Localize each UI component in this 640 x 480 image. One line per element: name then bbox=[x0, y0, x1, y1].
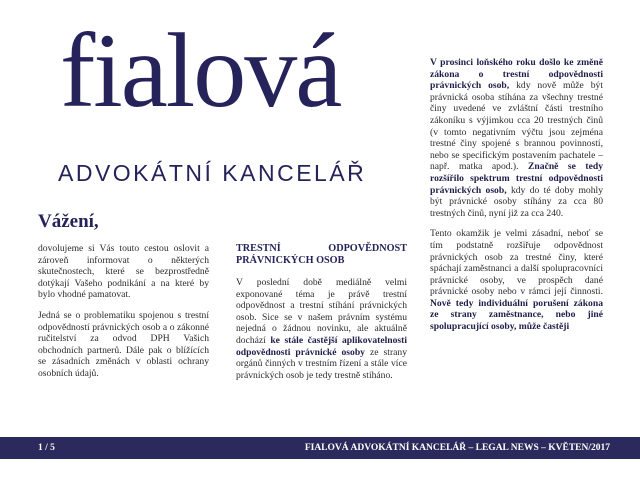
topics-paragraph: Jedná se o problematiku spojenou s trestní odpovědností právnických osob a o zákonné ručitelství za odvod DPH Vašich obchodních partnerů. Dále pak o blížících se zásadních změnách v oblasti ochrany osobních údajů. bbox=[38, 309, 209, 379]
column-middle bbox=[236, 243, 407, 390]
moment-text: Tento okamžik je velmi zásadní, neboť se tím podstatně rozšiřuje odpovědnost právnických osob za trestné činy, které spáchají zaměstnanci a další spolupracovníci právnické osoby, ve prospěch dané právnické osoby nebo v rámci její činnosti. bbox=[430, 228, 603, 298]
scope-bold: Značně se tedy rozšířilo spektrum trestní odpovědnosti právnických osob, bbox=[430, 161, 603, 196]
logo-subtitle: ADVOKÁTNÍ KANCELÁŘ bbox=[58, 160, 367, 186]
law-change-text: kdy nově může být právnická osoba stíhána za všechny trestné činy uvedené ve zvláštní části trestního zákoníku s výjimkou cca 20 trestných činů (v tomto negativním výčtu jsou zejména trestné činy spojené s brannou povinností, nebo se specifickým postavením pachatele – např. matka apod.). bbox=[430, 80, 603, 173]
section-heading bbox=[236, 243, 407, 267]
column-right bbox=[430, 57, 603, 342]
section-paragraph bbox=[236, 277, 407, 381]
greeting-heading: Vážení, bbox=[38, 211, 99, 232]
moment-paragraph bbox=[430, 228, 603, 332]
section-paragraph-bold: ke stále častější aplikovatelnosti odpovědnosti právnické osoby bbox=[236, 334, 407, 358]
logo-wordmark: fialová bbox=[60, 12, 341, 129]
section-paragraph-part2: ze strany orgánů činných v trestním řízení a stále více právnických osob je tedy trestně stíháno. bbox=[236, 346, 407, 381]
page-number: 1 / 5 bbox=[38, 443, 55, 453]
section-heading-line1: TRESTNÍ ODPOVĚDNOST bbox=[236, 243, 407, 254]
footer-title: FIALOVÁ ADVOKÁTNÍ KANCELÁŘ – LEGAL NEWS – KVĚTEN/2017 bbox=[304, 443, 610, 453]
scope-text: kdy do té doby mohly být právnické osoby stíhány za cca 80 trestných činů, nyní již za cca 240. bbox=[430, 184, 603, 219]
moment-bold: Nově tedy individuální porušení zákona ze strany zaměstnance, nebo jiné spolupracující osoby, může častěji bbox=[430, 297, 603, 333]
footer-bar bbox=[0, 437, 640, 459]
law-change-bold: V prosinci loňského roku došlo ke změně zákona o trestní odpovědnosti právnických osob, bbox=[430, 57, 603, 92]
section-paragraph-part1: V poslední době mediálně velmi exponované téma je právě trestní odpovědnost a trestní stíhání právnických osob. Sice se v našem právním systému nejedná o žádnou novinku, ale aktuálně dochází bbox=[236, 277, 407, 346]
law-change-paragraph bbox=[430, 57, 603, 219]
section-heading-line2: PRÁVNICKÝCH OSOB bbox=[236, 255, 345, 266]
column-left bbox=[38, 243, 209, 389]
intro-paragraph: dovolujeme si Vás touto cestou oslovit a zároveň informovat o některých skutečnostech, které se bezprostředně dotýkají Vašeho podnikání a na které by bylo vhodné pamatovat. bbox=[38, 243, 209, 301]
